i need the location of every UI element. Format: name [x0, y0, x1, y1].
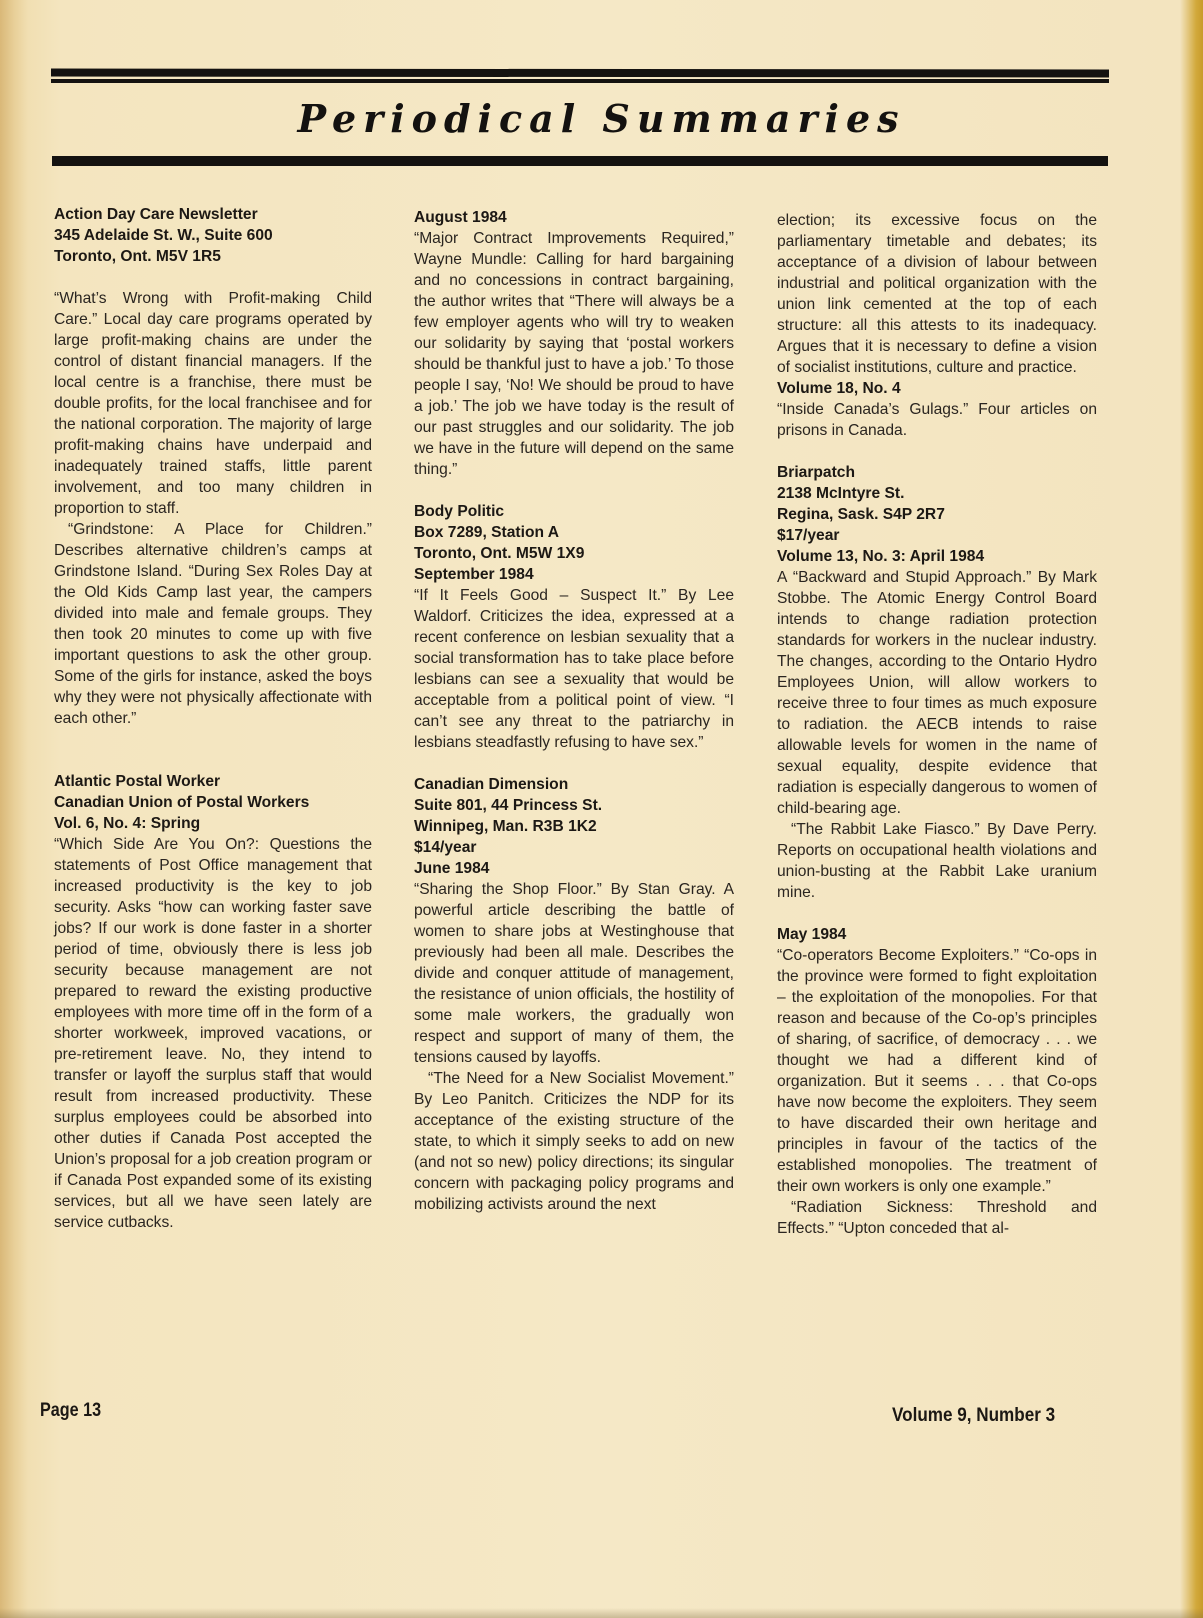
entry-issue: June 1984 — [414, 860, 490, 877]
entry-paragraph: “The Rabbit Lake Fiasco.” By Dave Perry. Reports on occupational health violations and union-busting at the Rabbit Lake uranium mine. — [777, 821, 1097, 901]
entry-city: Toronto, Ont. M5V 1R5 — [54, 248, 221, 265]
entry-issue: Volume 18, No. 4 — [777, 380, 901, 397]
issue-label: Volume 9, Number 3 — [892, 1405, 1056, 1426]
entry-volume-18 — [777, 378, 1097, 441]
entry-issue: Volume 13, No. 3: April 1984 — [777, 548, 985, 565]
entry-action-day-care — [54, 204, 372, 729]
entry-title: Briarpatch — [777, 464, 855, 481]
column-3 — [777, 210, 1097, 1239]
page-number: Page 13 — [40, 1400, 102, 1421]
entry-paragraph: “The Need for a New Socialist Movement.” By Leo Panitch. Criticizes the NDP for its acceptance of the existing structure of the state, to which it simply seeks to add on new (and not so new) policy directions; its singular concern with packaging policy programs and mobilizing activists around the next — [414, 1070, 734, 1213]
entry-title: Atlantic Postal Worker — [54, 773, 221, 790]
entry-city: Winnipeg, Man. R3B 1K2 — [414, 818, 597, 835]
entry-price: $14/year — [414, 839, 477, 856]
entry-title: Body Politic — [414, 503, 505, 520]
entry-body-politic — [414, 501, 734, 753]
column-2 — [414, 207, 734, 1215]
entry-paragraph: “Sharing the Shop Floor.” By Stan Gray. A powerful article describing the battle of women to share jobs at Westinghouse that previously had been all male. Describes the divide and conquer attitude of management, the resistance of union officials, the hostility of some male workers, the gradually won respect and support of many of them, the tensions caused by layoffs. — [414, 881, 734, 1066]
entry-briarpatch — [777, 462, 1097, 903]
entry-title: Action Day Care Newsletter — [54, 206, 258, 223]
entry-may-1984 — [777, 924, 1097, 1239]
entry-issue: May 1984 — [777, 926, 847, 943]
page-title: Periodical Summaries — [297, 96, 906, 141]
entry-address: Suite 801, 44 Princess St. — [414, 797, 603, 814]
entry-canadian-dimension — [414, 774, 734, 1215]
entry-atlantic-postal-worker — [54, 771, 372, 1233]
entry-paragraph: “Major Contract Improvements Required,” Wayne Mundle: Calling for hard bargaining and no concessions in contract bargaining, the author writes that “There will always be a few employer agents who will try to weaken our solidarity by saying that ‘postal workers should be thankful just to have a job.’ To those people I say, ‘No! We should be proud to have a job.’ The job we have today is the result of our past struggles and our solidarity. The job we have in the future will depend on the same thing.” — [414, 230, 734, 478]
entry-city: Regina, Sask. S4P 2R7 — [777, 506, 945, 523]
entry-paragraph: “If It Feels Good – Suspect It.” By Lee Waldorf. Criticizes the idea, expressed at a recent conference on lesbian sexuality that a social transformation has to take place before lesbians can see a sexuality that would be acceptable from a political point of view. “I can’t see any threat to the patriarchy in lesbians steadfastly refusing to have sex.” — [414, 587, 734, 751]
header-rule-bottom — [52, 156, 1108, 166]
column-1 — [54, 204, 372, 1233]
entry-paragraph: “Co-operators Become Exploiters.” “Co-ops in the province were formed to fight exploitation – the exploitation of the monopolies. For that reason and because of the Co-op’s principles of sharing, of sacrifice, of democracy . . . we thought we had a different kind of organization. But it seems . . . that Co-ops have now become the exploiters. They seem to have discarded their own heritage and principles in favour of the tactics of the established monopolies. The treatment of their own workers is only one example.” — [777, 947, 1097, 1195]
entry-title: Canadian Dimension — [414, 776, 569, 793]
entry-city: Toronto, Ont. M5W 1X9 — [414, 545, 585, 562]
entry-paragraph: “What’s Wrong with Profit-making Child Care.” Local day care programs operated by large profit-making chains are under the control of distant financial managers. If the local centre is a franchise, there must be double profits, for the local franchisee and for the national corporation. The majority of large profit-making chains have underpaid and inadequately trained staffs, little parent involvement, and too many children in proportion to staff. — [54, 290, 372, 517]
entry-continuation — [777, 210, 1097, 378]
entry-august-1984 — [414, 207, 734, 480]
entry-address: 2138 McIntyre St. — [777, 485, 905, 502]
header-rule-thin — [51, 79, 1109, 83]
header-rule-thick — [51, 69, 1109, 78]
entry-publisher: Canadian Union of Postal Workers — [54, 794, 310, 811]
entry-paragraph: A “Backward and Stupid Approach.” By Mark Stobbe. The Atomic Energy Control Board intends to change radiation protection standards for workers in the nuclear industry. The changes, according to the Ontario Hydro Employees Union, will allow workers to receive three to four times as much exposure to radiation. the AECB intends to raise allowable levels for women in the name of sexual equality, despite evidence that radiation is especially dangerous to women of child-bearing age. — [777, 569, 1097, 817]
entry-paragraph: election; its excessive focus on the parliamentary timetable and debates; its acceptance of a division of labour between industrial and political organization with the union link cemented at the top of each structure: all this attests to its inadequacy. Argues that it is necessary to define a vision of socialist institutions, culture and practice. — [777, 212, 1097, 376]
entry-paragraph: “Inside Canada’s Gulags.” Four articles on prisons in Canada. — [777, 401, 1097, 439]
entry-issue: Vol. 6, No. 4: Spring — [54, 815, 201, 832]
entry-paragraph: “Which Side Are You On?: Questions the statements of Post Office management that increased productivity is the key to job security. Asks “how can working faster save jobs? If our work is done faster in a shorter period of time, obviously there is less job security because management are not prepared to reward the existing productive employees with more time off in the form of a shorter workweek, improved vacations, or pre-retirement leave. No, they intend to transfer or layoff the surplus staff that would result from increased productivity. These surplus employees could be absorbed into other duties if Canada Post accepted the Union’s proposal for a job creation program or if Canada Post expanded some of its existing services, but all we have seen lately are service cutbacks. — [54, 836, 372, 1231]
entry-paragraph: “Radiation Sickness: Threshold and Effects.” “Upton conceded that al- — [777, 1199, 1097, 1237]
entry-address: Box 7289, Station A — [414, 524, 560, 541]
entry-price: $17/year — [777, 527, 840, 544]
entry-issue: September 1984 — [414, 566, 534, 583]
entry-address: 345 Adelaide St. W., Suite 600 — [54, 227, 273, 244]
entry-paragraph: “Grindstone: A Place for Children.” Describes alternative children’s camps at Grindstone Island. “During Sex Roles Day at the Old Kids Camp last year, the campers divided into male and female groups. They then took 20 minutes to come up with five important questions to ask the other group. Some of the girls for instance, asked the boys why they were not physically affectionate with each other.” — [54, 521, 372, 727]
entry-issue: August 1984 — [414, 209, 507, 226]
